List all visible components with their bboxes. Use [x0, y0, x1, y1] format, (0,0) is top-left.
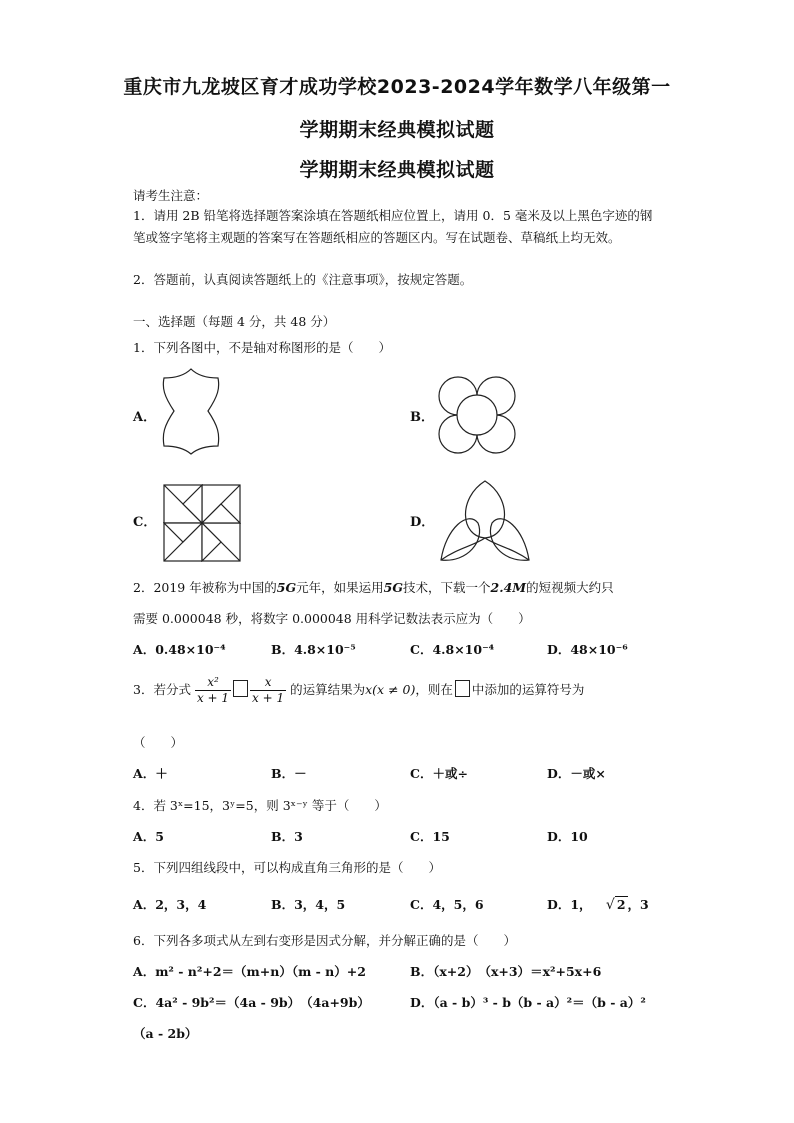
- q6-option-c: C．4a² - 9b²＝（4a - 9b） （4a+9b）: [133, 995, 370, 1010]
- q5-stem: 5．下列四组线段中，可以构成直角三角形的是（ ）: [133, 860, 441, 875]
- q4-stem: 4．若 3ˣ=15，3ʸ=5，则 3ˣ⁻ʸ 等于（ ）: [133, 798, 387, 813]
- q3-fraction-1: [195, 675, 231, 706]
- q2-stem-part-1: 2．2019 年被称为中国的: [133, 580, 277, 595]
- q3-mid: 的运算结果为: [290, 682, 366, 697]
- notice-heading: 请考生注意：: [133, 188, 209, 203]
- q2-size: 2.4M: [490, 580, 527, 595]
- q6-option-a: A．m² - n²+2＝（m+n）（m - n）+2: [133, 964, 366, 979]
- q1-option-a-label: A．: [133, 410, 157, 425]
- q3-lead: 3．若分式: [133, 682, 191, 697]
- q2-stem-line-2: 需要 0.000048 秒，将数字 0.000048 用科学记数法表示应为（ ）: [133, 611, 531, 626]
- q3-fraction-1-denominator: x + 1: [196, 691, 230, 705]
- q1-figure-c: [163, 484, 241, 562]
- q6-option-d: D．（a - b）³ - b（b - a）²＝（b - a）²: [410, 995, 646, 1010]
- q3-option-d: D．－或×: [547, 766, 606, 781]
- q2-stem-line-1: [133, 578, 614, 596]
- title-line-3: 学期期末经典模拟试题: [299, 159, 495, 181]
- notice-item-1: 1．请用 2B 铅笔将选择题答案涂填在答题纸相应位置上，请用 0．5 毫米及以上黑色字迹的钢笔或签字笔将主观题的答案写在答题纸相应的答题区内。写在试题卷、草稿纸上均无效。: [133, 208, 653, 245]
- q3-fraction-1-numerator: x²: [195, 675, 231, 691]
- q3-operator-box-ref: [455, 680, 470, 697]
- q2-stem-part-3: 技术，下载一个: [403, 580, 491, 595]
- q3-answer-paren: （ ）: [133, 735, 184, 750]
- q5-option-d-suffix: ，3: [627, 897, 649, 912]
- q3-operator-box: [233, 680, 248, 697]
- q2-option-b: B．4.8×10⁻⁵: [271, 642, 356, 657]
- q6-stem: 6．下列各多项式从左到右变形是因式分解，并分解正确的是（ ）: [133, 933, 516, 948]
- q2-5g-1: 5G: [276, 580, 297, 595]
- q4-option-b: B．3: [271, 829, 303, 844]
- title-line-2: 学期期末经典模拟试题: [299, 119, 495, 141]
- q2-option-c: C．4.8×10⁻⁴: [410, 642, 495, 657]
- q3-option-c: C．＋或÷: [410, 766, 468, 781]
- q4-option-a: A．5: [133, 829, 164, 844]
- q1-figure-a: [158, 366, 224, 456]
- q1-figure-b: [436, 374, 518, 456]
- q1-option-d-label: D．: [410, 515, 435, 530]
- q2-stem-part-2: 元年，如果运用: [296, 580, 384, 595]
- q4-option-d: D．10: [547, 829, 588, 844]
- q3-tail-2: 中添加的运算符号为: [471, 682, 585, 697]
- q3-stem: [133, 675, 584, 706]
- q3-fraction-2-denominator: x + 1: [252, 691, 285, 705]
- q2-5g-2: 5G: [383, 580, 404, 595]
- sqrt-symbol: √: [605, 897, 615, 913]
- q5-option-b: B．3，4，5: [271, 897, 346, 912]
- q4-option-c: C．15: [410, 829, 450, 844]
- q3-fraction-2: [250, 675, 286, 706]
- section-heading: 一、选择题（每题 4 分，共 48 分）: [133, 314, 336, 329]
- q6-option-d-continued: （a - 2b）: [133, 1026, 198, 1041]
- q2-option-d: D．48×10⁻⁶: [547, 642, 628, 657]
- q1-option-c-label: C．: [133, 515, 157, 530]
- q3-fraction-2-numerator: x: [250, 675, 286, 691]
- q1-figure-d: [438, 478, 532, 564]
- q1-stem: 1．下列各图中，不是轴对称图形的是（ ）: [133, 340, 391, 355]
- q5-option-d: [547, 895, 649, 913]
- notice-item-2: 2．答题前，认真阅读答题纸上的《注意事项》，按规定答题。: [133, 272, 473, 287]
- q3-tail-1: ，则在: [415, 682, 453, 697]
- q2-stem-part-4: 的短视频大约只: [526, 580, 614, 595]
- q6-option-b: B．（x+2） （x+3）＝x²+5x+6: [410, 964, 602, 979]
- q3-result: x(x ≠ 0): [365, 682, 416, 697]
- q3-option-b: B．－: [271, 766, 307, 781]
- q2-option-a: A．0.48×10⁻⁴: [133, 642, 226, 657]
- q5-option-a: A．2，3，4: [133, 897, 207, 912]
- q1-option-b-label: B．: [410, 410, 434, 425]
- q5-option-c: C．4，5，6: [410, 897, 484, 912]
- q5-option-d-radicand: 2: [616, 897, 626, 912]
- q5-option-d-prefix: D．1，: [547, 897, 592, 912]
- title-line-1: 重庆市九龙坡区育才成功学校2023-2024学年数学八年级第一: [123, 76, 671, 98]
- q3-option-a: A．＋: [133, 766, 168, 781]
